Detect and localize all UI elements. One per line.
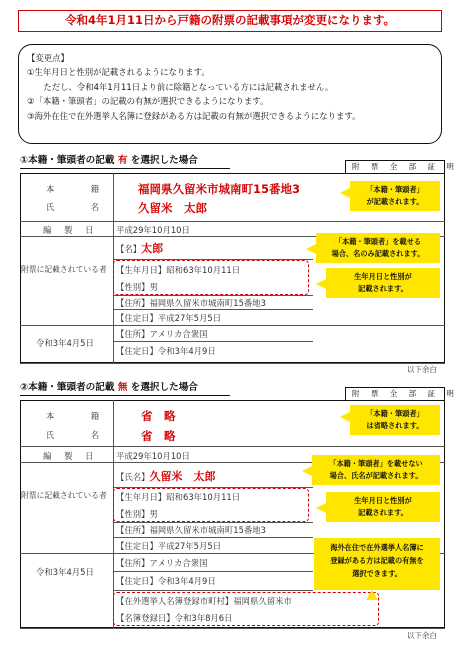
page-title: 令和4年1月11日から戸籍の附票の記載事項が変更になります。 bbox=[18, 10, 442, 32]
section2-hensei-label: 編 製 日 bbox=[43, 451, 99, 461]
section1-hensei-label: 編 製 日 bbox=[43, 225, 99, 235]
section1-note-name: 「本籍・筆頭者」を載せる 場合、名のみ記載されます。 bbox=[316, 233, 440, 263]
section1-cert-label: 附 票 全 部 証 明 bbox=[345, 160, 445, 173]
section1-callout-pointer bbox=[316, 279, 326, 289]
section2-heading-tail: を選択した場合 bbox=[127, 382, 198, 393]
section2-row-line bbox=[20, 446, 445, 447]
section2-address1-date: 【住定日】平成27年5月5日 bbox=[116, 541, 222, 551]
section1-date2-label: 令和3年4月5日 bbox=[36, 338, 94, 348]
changes-heading: 【変更点】 bbox=[27, 53, 69, 63]
section2-cert-label: 附 票 全 部 証 明 bbox=[345, 387, 445, 400]
section2-shimei-label: 氏 名 bbox=[46, 430, 114, 440]
section1-callout-pointer bbox=[340, 188, 350, 198]
section2-sex: 【性別】男 bbox=[116, 509, 158, 519]
section1-remain: 以下余白 bbox=[407, 365, 437, 374]
section2-birth-highlight bbox=[113, 488, 309, 522]
section1-row-line bbox=[113, 295, 313, 296]
section1-hensei-value: 平成29年10月10日 bbox=[116, 225, 190, 235]
section2-address1: 【住所】福岡県久留米市城南町15番地3 bbox=[116, 525, 266, 535]
section2-callout-pointer bbox=[340, 412, 350, 422]
section1-heading bbox=[20, 153, 230, 169]
section1-honseki-label: 本 籍 bbox=[46, 184, 114, 194]
section1-name-key: 【名】 bbox=[116, 244, 142, 254]
section1-entry-label: 附票に記載されている者 bbox=[21, 265, 107, 274]
section1-row-line bbox=[113, 341, 313, 342]
section2-note-overseas: 海外在住で在外選挙人名簿に 登録がある方は記載の有無を 選択できます。 bbox=[314, 538, 440, 590]
change-line-4: ③海外在住で在外選挙人名簿に登録がある方は記載の有無が選択できるようになります。 bbox=[27, 110, 361, 121]
section2-callout-pointer bbox=[316, 503, 326, 513]
section2-overseas-date: 【名簿登録日】令和3年8月6日 bbox=[116, 613, 233, 623]
section2-overseas-registry: 【在外選挙人名簿登録市町村】福岡県久留米市 bbox=[116, 596, 292, 606]
section2-note-honseki: 「本籍・筆頭者」 は省略されます。 bbox=[350, 405, 440, 435]
section1-row-line bbox=[20, 363, 445, 364]
section1-heading-mark: 有 bbox=[117, 155, 128, 166]
changes-box bbox=[18, 44, 442, 144]
section2-hensei-value: 平成29年10月10日 bbox=[116, 451, 190, 461]
section2-overseas-highlight bbox=[113, 592, 379, 626]
section2-date2-label: 令和3年4月5日 bbox=[36, 567, 94, 577]
section1-shimei-value: 久留米 太郎 bbox=[138, 201, 207, 215]
section1-birth-highlight bbox=[113, 260, 309, 295]
section2-heading bbox=[20, 380, 230, 396]
section2-row-line bbox=[113, 522, 313, 523]
section2-address2: 【住所】アメリカ合衆国 bbox=[116, 558, 208, 568]
section2-shimei-value: 省 略 bbox=[141, 429, 176, 443]
section2-birth: 【生年月日】昭和63年10月11日 bbox=[116, 492, 241, 502]
section1-honseki-value: 福岡県久留米市城南町15番地3 bbox=[138, 182, 301, 196]
section2-name-key: 【氏名】 bbox=[116, 472, 150, 482]
section1-note-birth: 生年月日と性別が 記載されます。 bbox=[326, 268, 440, 298]
section2-note-name: 「本籍・筆頭者」を載せない 場合、氏名が記載されます。 bbox=[312, 455, 440, 485]
change-line-1: ①生年月日と性別が記載されるようになります。 bbox=[27, 67, 210, 78]
section2-name-row bbox=[116, 468, 216, 484]
section1-address2: 【住所】アメリカ合衆国 bbox=[116, 329, 208, 339]
section1-heading-tail: を選択した場合 bbox=[127, 155, 198, 166]
section2-honseki-value: 省 略 bbox=[141, 409, 176, 423]
section2-callout-pointer bbox=[366, 590, 378, 600]
section1-address1-date: 【住定日】平成27年5月5日 bbox=[116, 313, 222, 323]
section1-row-line bbox=[20, 221, 445, 222]
section2-name-value: 久留米 太郎 bbox=[149, 470, 216, 483]
section1-birth: 【生年月日】昭和63年10月11日 bbox=[116, 265, 241, 275]
section2-heading-mark: 無 bbox=[117, 382, 128, 393]
section1-name-value: 太郎 bbox=[141, 242, 164, 255]
section2-entry-label: 附票に記載されている者 bbox=[21, 491, 107, 500]
section1-callout-pointer bbox=[306, 244, 316, 254]
section2-note-birth: 生年月日と性別が 記載されます。 bbox=[326, 492, 440, 522]
change-line-2: ただし、令和4年1月11日より前に除籍となっている方には記載されません。 bbox=[35, 81, 334, 92]
section2-address2-date: 【住定日】令和3年4月9日 bbox=[116, 576, 216, 586]
section2-callout-pointer bbox=[302, 466, 312, 476]
section2-honseki-label: 本 籍 bbox=[46, 411, 114, 421]
section1-sex: 【性別】男 bbox=[116, 282, 158, 292]
section1-row-line bbox=[20, 325, 445, 326]
section1-shimei-label: 氏 名 bbox=[46, 202, 114, 212]
section2-row-line bbox=[20, 628, 445, 629]
section1-row-line bbox=[113, 309, 313, 310]
section1-name-row bbox=[116, 240, 163, 256]
section1-note-honseki: 「本籍・筆頭者」 が記載されます。 bbox=[350, 181, 440, 211]
section2-row-line bbox=[113, 537, 313, 538]
section2-row-line bbox=[113, 571, 313, 572]
section2-row-line bbox=[113, 590, 313, 591]
change-line-3: ②「本籍・筆頭者」の記載の有無が選択できるようになります。 bbox=[27, 96, 269, 107]
section1-address2-date: 【住定日】令和3年4月9日 bbox=[116, 346, 216, 356]
section1-heading-text: ①本籍・筆頭者の記載 bbox=[20, 155, 118, 166]
section1-address1: 【住所】福岡県久留米市城南町15番地3 bbox=[116, 298, 266, 308]
section2-heading-text: ②本籍・筆頭者の記載 bbox=[20, 382, 118, 393]
section2-remain: 以下余白 bbox=[407, 631, 437, 640]
